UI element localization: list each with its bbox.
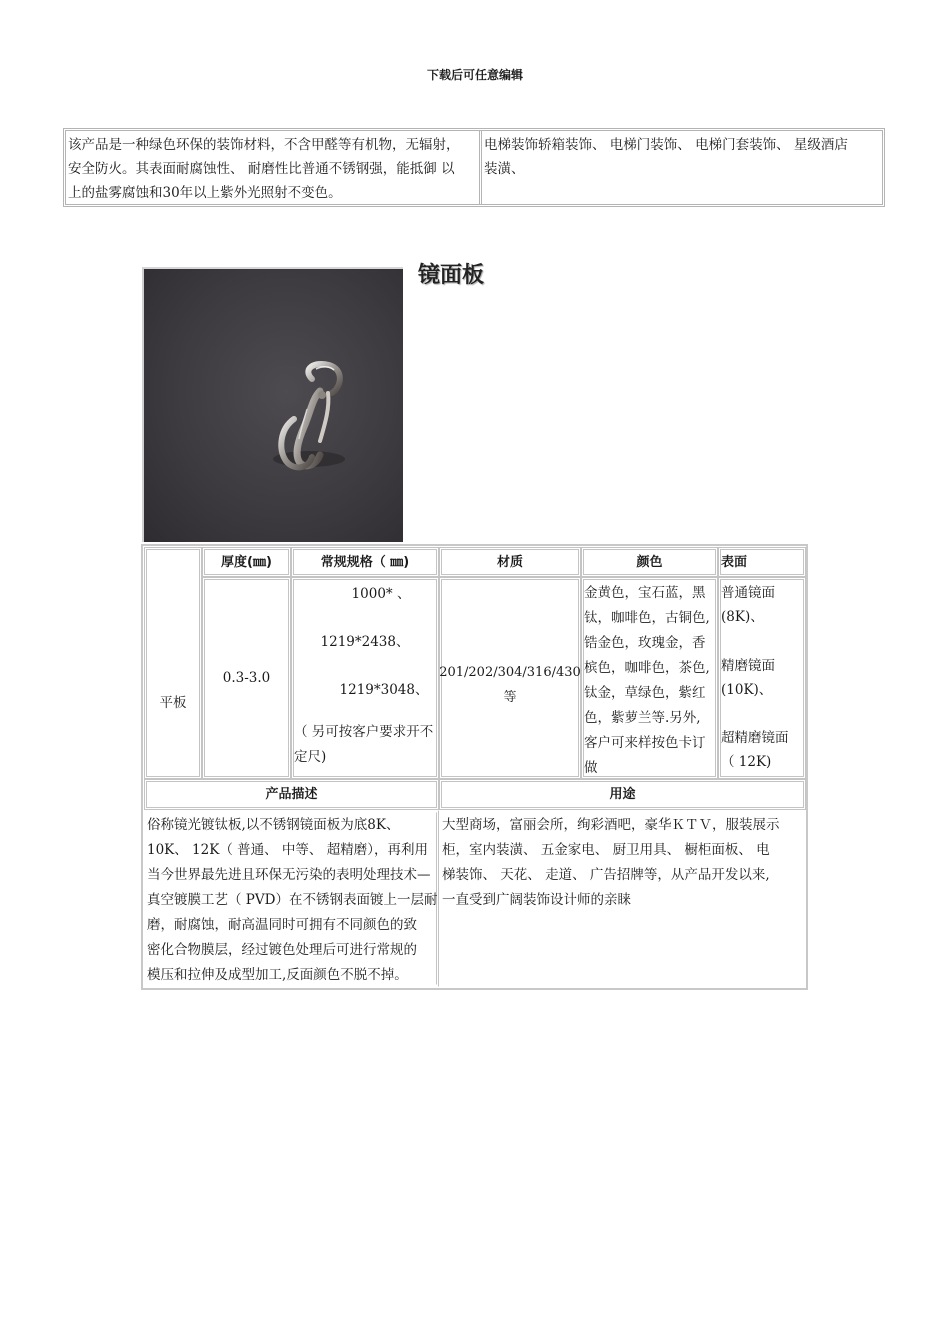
color-line: 客户可来样按色卡订 <box>584 735 706 751</box>
intro-description-cell <box>66 131 482 204</box>
intro-description-line: 该产品是一种绿色环保的装饰材料，不含甲醛等有机物，无辐射， <box>68 137 460 153</box>
description-line: 模压和拉伸及成型加工,反面颜色不脱不掉。 <box>147 967 408 983</box>
size-cell <box>291 577 439 779</box>
header-description: 产品描述 <box>144 779 439 810</box>
header-size: 常规规格（ ㎜) <box>291 547 439 577</box>
row-label: 平板 <box>159 694 187 711</box>
product-photo <box>142 267 403 542</box>
header-usage: 用途 <box>439 779 806 810</box>
header-material: 材质 <box>439 547 581 577</box>
color-line: 金黄色，宝石蓝，黑 <box>584 585 706 601</box>
header-thickness: 厚度(㎜) <box>202 547 291 577</box>
header-color: 颜色 <box>581 547 718 577</box>
usage-line: 梯装饰、 天花、 走道、 广告招牌等，从产品开发以来, <box>442 867 770 883</box>
material-line: 等 <box>503 690 517 705</box>
color-line: 钛金，草绿色，紫红 <box>584 685 706 701</box>
spec-table <box>141 544 808 990</box>
intro-usage-line: 装潢、 <box>484 161 525 177</box>
header-surface: 表面 <box>718 547 806 577</box>
description-line: 当今世界最先进且环保无污染的表明处理技术— <box>147 867 431 883</box>
material-line: 201/202/304/316/430 <box>439 665 581 680</box>
intro-table <box>63 128 885 207</box>
usage-line: 柜，室内装潢、 五金家电、 厨卫用具、 橱柜面板、 电 <box>442 842 770 858</box>
surface-line: 超精磨镜面 <box>721 730 789 747</box>
intro-usage-line: 电梯装饰轿箱装饰、 电梯门装饰、 电梯门套装饰、 星级酒店 <box>484 137 848 153</box>
surface-line: (10K)、 <box>721 681 773 698</box>
color-line: 钛，咖啡色，古铜色, <box>584 610 710 626</box>
row-label-cell <box>144 547 202 779</box>
metal-hook-clasp-image <box>144 269 405 544</box>
description-line: 真空镀膜工艺（ PVD）在不锈钢表面镀上一层耐 <box>147 892 438 908</box>
surface-line: （ 12K) <box>721 754 772 771</box>
intro-description-line: 上的盐雾腐蚀和30年以上紫外光照射不变色。 <box>68 185 342 201</box>
usage-line: 一直受到广阔装饰设计师的亲睐 <box>442 892 631 908</box>
usage-cell <box>439 810 806 987</box>
surface-line <box>721 629 803 653</box>
surface-line <box>721 702 803 726</box>
color-line: 做 <box>584 760 598 776</box>
description-line: 磨，耐腐蚀，耐高温同时可拥有不同颜色的致 <box>147 917 417 933</box>
color-line: 色，紫萝兰等.另外, <box>584 710 701 726</box>
color-cell <box>581 577 718 779</box>
description-cell <box>144 810 439 987</box>
description-line: 密化合物膜层，经过镀色处理后可进行常规的 <box>147 942 417 958</box>
size-line: 定尺) <box>294 749 327 765</box>
size-line: 1219*2438、 <box>320 634 410 650</box>
color-line: 锆金色，玫瑰金，香 <box>584 635 706 651</box>
intro-description-line: 安全防火。其表面耐腐蚀性、 耐磨性比普通不锈钢强，能抵御 以 <box>68 161 455 177</box>
thickness-cell <box>202 577 291 779</box>
material-cell <box>439 577 581 779</box>
description-line: 俗称镜光镀钛板,以不锈钢镜面板为底8K、 <box>147 817 400 833</box>
surface-line: 精磨镜面 <box>721 657 775 674</box>
description-line: 10K、 12K（ 普通、 中等、 超精磨），再利用 <box>147 842 428 858</box>
size-line: （ 另可按客户要求开不 <box>294 724 434 740</box>
thickness-value: 0.3-3.0 <box>222 669 271 686</box>
surface-cell <box>718 577 806 779</box>
surface-line: 普通镜面 <box>721 585 775 601</box>
size-line: 1219*3048、 <box>339 682 429 698</box>
usage-line: 大型商场，富丽会所，绚彩酒吧，豪华ＫＴＶ，服装展示 <box>442 817 780 833</box>
color-line: 槟色，咖啡色，茶色, <box>584 660 710 676</box>
size-line: 1000* 、 <box>351 586 411 602</box>
intro-usage-cell <box>482 131 882 204</box>
page-header: 下载后可任意编辑 <box>426 68 523 82</box>
surface-line: (8K)、 <box>721 609 764 626</box>
product-title: 镜面板 <box>418 263 485 288</box>
